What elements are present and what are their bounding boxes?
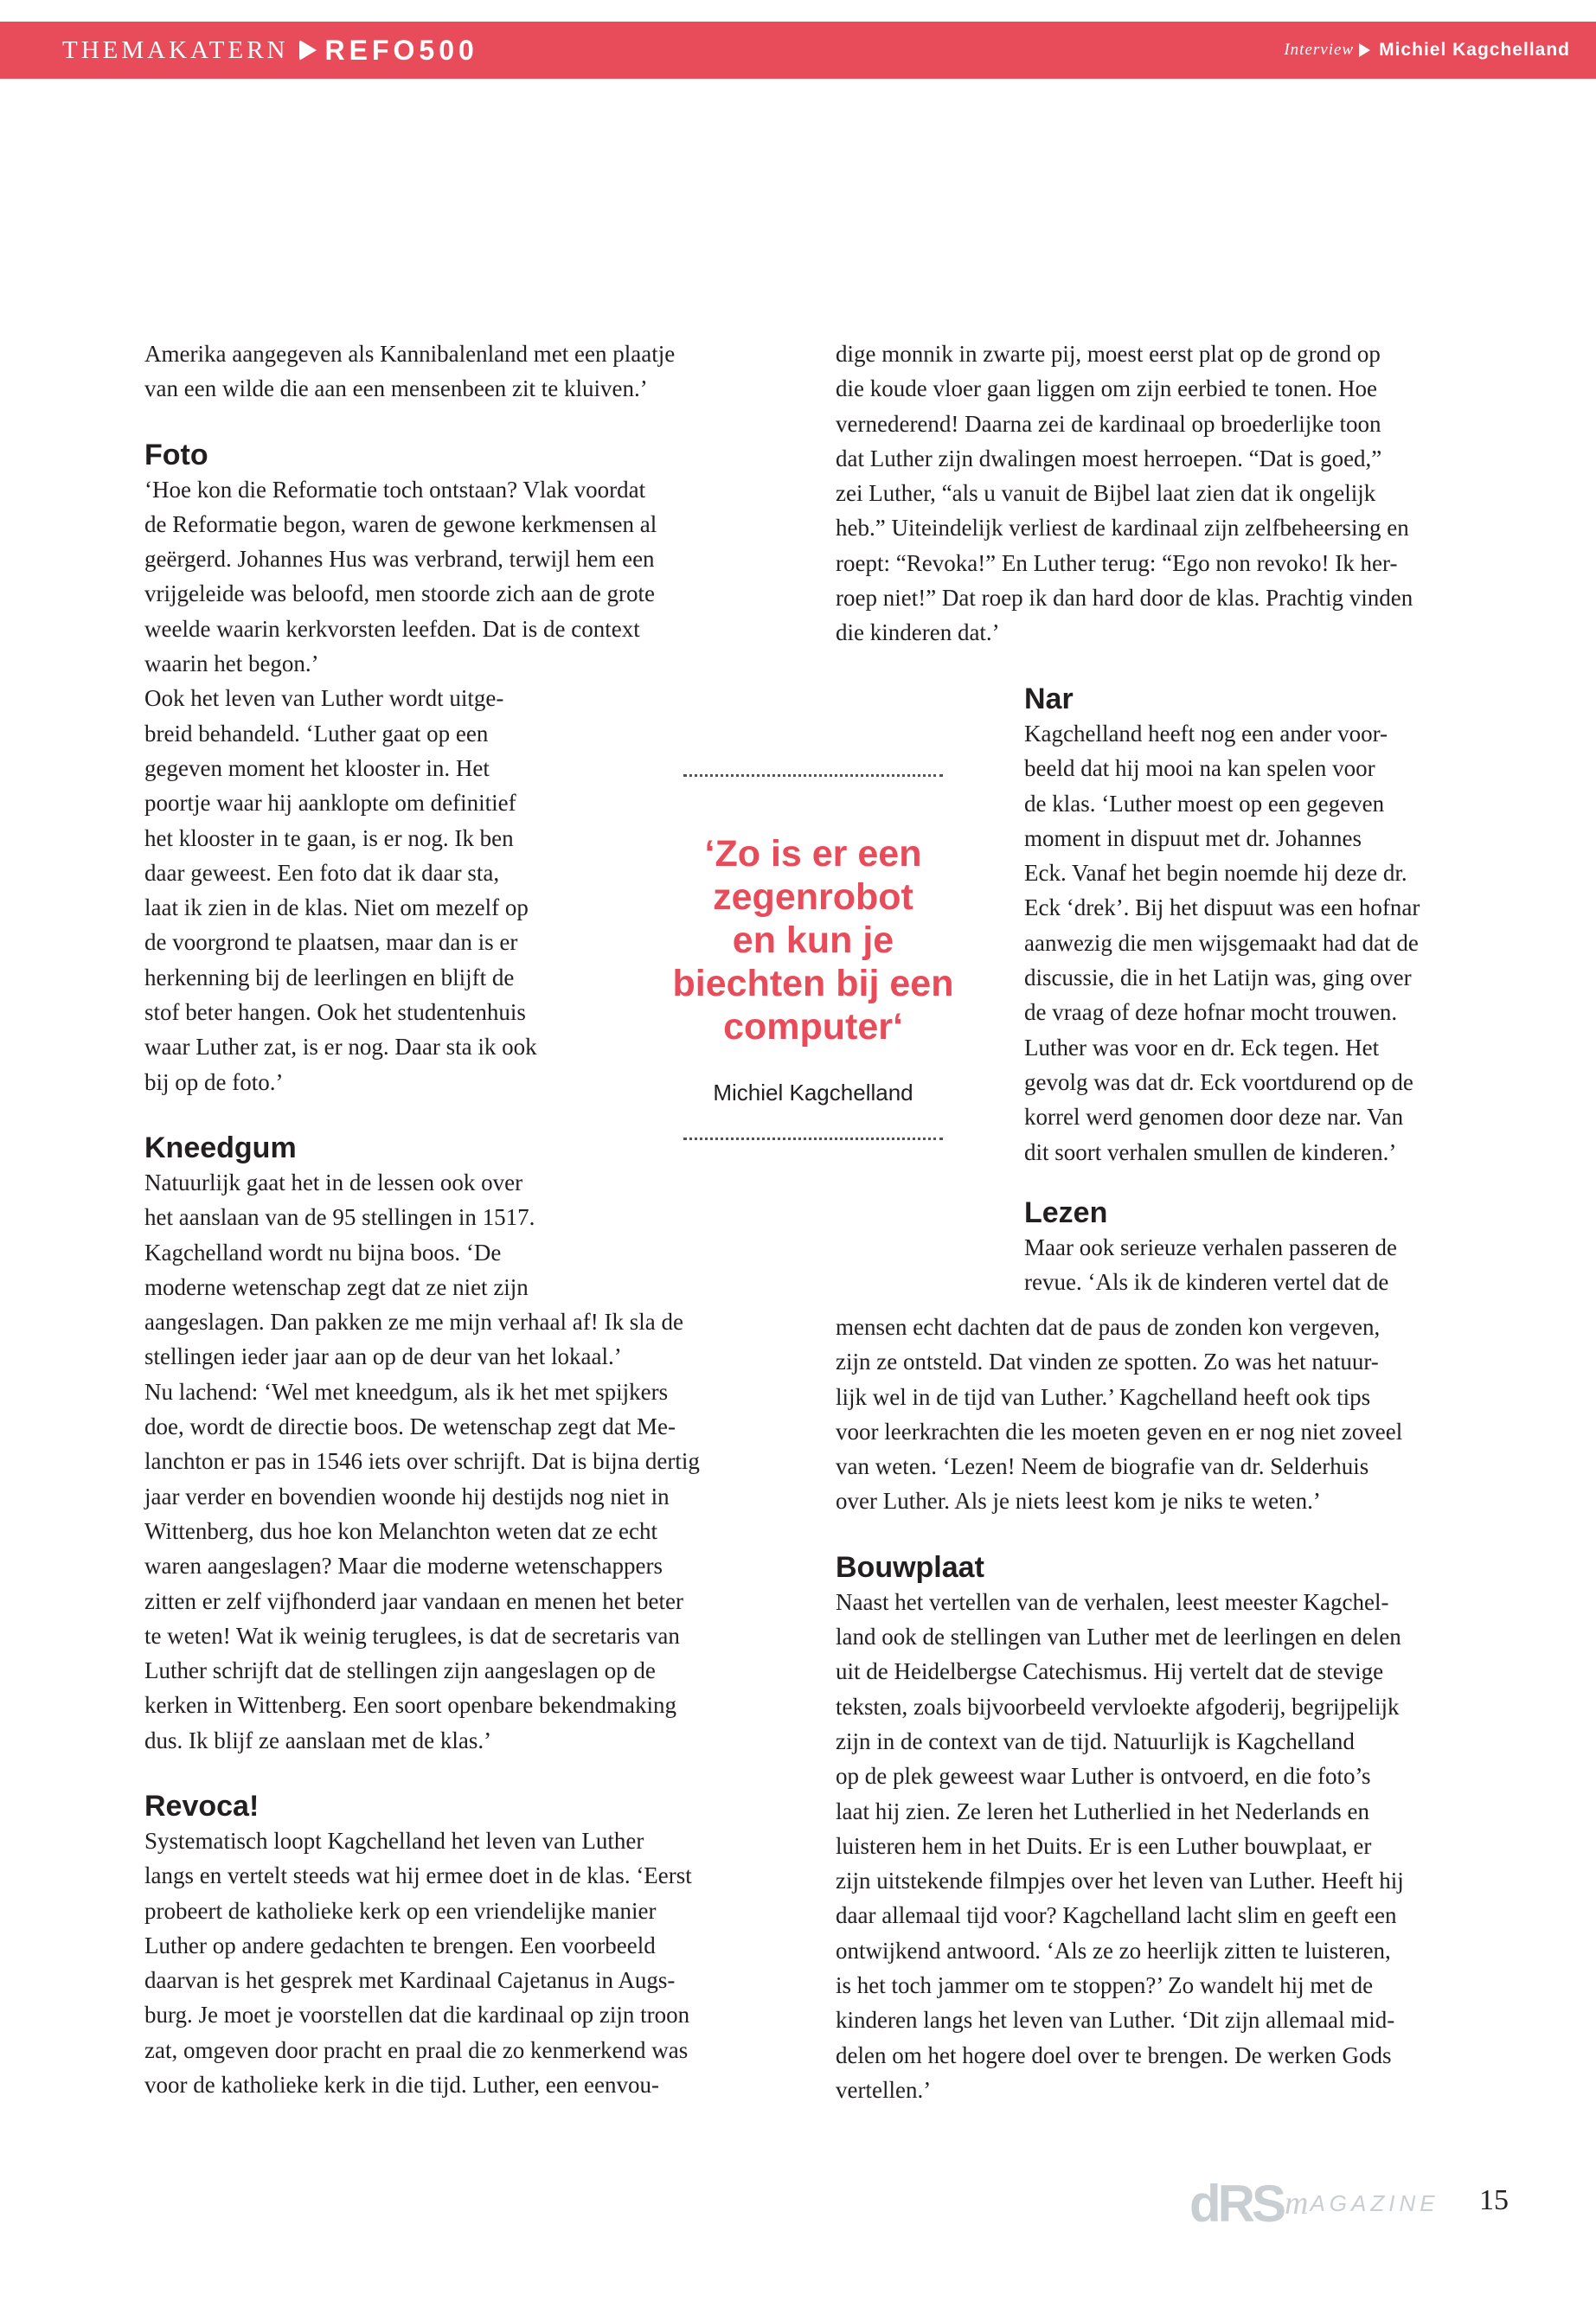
logo-script: m <box>1285 2185 1309 2221</box>
right-column-narrow <box>1024 682 1543 1299</box>
right-column-bottom <box>836 1310 1528 2107</box>
foto-paragraph-2: Ook het leven van Luther wordt uitge- breid behandeld. ‘Luther gaat op een gegeven moment het klooster in. Het poortje waar hij aanklopte om definitief het klooster in te gaan, is er nog. Ik ben daar geweest. Een foto dat ik daar sta, laat ik zien in de klas. Niet om mezelf op de voorgrond te plaatsen, maar dan is er herkenning bij de leerlingen en blijft de stof beter hangen. Ook het studentenhuis waar Luther zat, is er nog. Daar sta ik ook bij op de foto.’ <box>144 685 537 1095</box>
page-header-bar <box>0 22 1596 79</box>
revoca-continuation: dige monnik in zwarte pij, moest eerst plat op de grond op die koude vloer gaan liggen om zijn eerbied te tonen. Hoe vernederend! Daarna zei de kardinaal op broederlijke toon dat Luther zijn dwalingen moest herroepen. “Dat is goed,” zei Luther, “als u vanuit de Bijbel laat zien dat ik ongelijk heb.” Uiteindelijk verliest de kardinaal zijn zelfbeheersing en roept: “Revoka!” En Luther terug: “Ego non revoko! Ik her- roep niet!” Dat roep ik dan hard door de klas. Prachtig vinden die kinderen dat.’ <box>836 341 1413 646</box>
logo-word: AGAZINE <box>1310 2189 1439 2216</box>
kneedgum-paragraph-1: Natuurlijk gaat het in de lessen ook over het aanslaan van de 95 stellingen in 1517. Kagchelland wordt nu bijna boos. ‘De moderne wetenschap zegt dat ze niet zijn aangeslagen. Dan pakken ze me mijn verhaal af! Ik sla de stellingen ieder jaar aan op de deur van het lokaal.’ <box>144 1169 683 1370</box>
left-column <box>144 336 802 2102</box>
play-arrow-small-icon <box>1359 43 1370 57</box>
pull-quote-author: Michiel Kagchelland <box>713 1080 913 1106</box>
play-arrow-icon <box>299 40 317 61</box>
kneedgum-paragraph-2: Nu lachend: ‘Wel met kneedgum, als ik het met spijkers doe, wordt de directie boos. De wetenschap zegt dat Me- lanchton er pas in 1546 iets over schrijft. Dat is bijna dertig jaar verder en bovendien woonde hij destijds nog niet in Wittenberg, dus hoe kon Melanchton weten dat ze echt waren aangeslagen? Maar die moderne wetenschappers zitten er zelf vijfhonderd jaar vandaan en menen het beter te weten! Wat ik weinig teruglees, is dat de secretaris van Luther schrijft dat de stellingen zijn aangeslagen op de kerken in Wittenberg. Een soort openbare bekendmaking dus. Ik blijf ze aanslaan met de klas.’ <box>144 1378 700 1753</box>
header-brand: REFO500 <box>324 34 478 66</box>
page-number: 15 <box>1479 2184 1509 2216</box>
drs-magazine-logo <box>1189 2173 1439 2234</box>
foto-paragraph-1: ‘Hoe kon die Reformatie toch ontstaan? Vlak voordat de Reformatie begon, waren de gewone kerkmensen al geërgerd. Johannes Hus was verbrand, terwijl hem een vrijgeleide was beloofd, men stoorde zich aan de grote weelde waarin kerkvorsten leefden. Dat is de context waarin het begon.’ <box>144 476 657 677</box>
nar-paragraph-1: Kagchelland heeft nog een ander voor- beeld dat hij mooi na kan spelen voor de klas. ‘Luther moest op een gegeven moment in dispuut met dr. Johannes Eck. Vanaf het begin noemde hij deze dr. Eck ‘drek’. Bij het dispuut was een hofnar aanwezig die men wijsgemaakt had dat de discussie, die in het Latijn was, ging over de vraag of deze hofnar mocht trouwen. Luther was voor en dr. Eck tegen. Het gevolg was dat dr. Eck voortdurend op de korrel werd genomen door deze nar. Van dit soort verhalen smullen de kinderen.’ <box>1024 721 1420 1165</box>
bouwplaat-paragraph-1: Naast het vertellen van de verhalen, leest meester Kagchel- land ook de stellingen van Luther met de leerlingen en delen uit de Heidelbergse Catechismus. Hij vertelt dat de stevige teksten, zoals bijvoorbeeld vervloekte afgoderij, begrijpelijk zijn in de context van de tijd. Natuurlijk is Kagchelland op de plek geweest waar Luther is ontvoerd, en die foto’s laat hij zien. Ze leren het Lutherlied in het Nederlands en luisteren hem in het Duits. Er is een Luther bouwplaat, er zijn uitstekende filmpjes over het leven van Luther. Heeft hij daar allemaal tijd voor? Kagchelland lacht slim en geeft een ontwijkend antwoord. ‘Als ze zo heerlijk zitten te luisteren, is het toch jammer om te stoppen?’ Zo wandelt hij met de kinderen langs het leven van Luther. ‘Dit zijn allemaal mid- delen om het hogere doel over te brengen. De werken Gods vertellen.’ <box>836 1588 1404 2103</box>
header-person: Michiel Kagchelland <box>1379 40 1570 60</box>
logo-badge: dRS <box>1189 2174 1283 2233</box>
heading-kneedgum: Kneedgum <box>144 1131 297 1164</box>
pull-quote-text: ‘Zo is er een zegenrobot en kun je biechten bij een computer‘ <box>672 833 954 1048</box>
pull-quote <box>672 774 954 1140</box>
header-article-label <box>1284 22 1570 79</box>
revoca-paragraph-1: Systematisch loopt Kagchelland het leven van Luther langs en vertelt steeds wat hij ermee doet in de klas. ‘Eerst probeert de katholieke kerk op een vriendelijke manier Luther op andere gedachten te brengen. Een voorbeeld daarvan is het gesprek met Kardinaal Cajetanus in Augs- burg. Je moet je voorstellen dat die kardinaal op zijn troon zat, omgeven door pracht en praal die zo kenmerkend was voor de katholieke kerk in die tijd. Luther, een eenvou- <box>144 1827 692 2099</box>
header-section-label <box>62 22 478 79</box>
intro-paragraph: Amerika aangegeven als Kannibalenland met een plaatje van een wilde die aan een mensenbeen zit te kluiven.’ <box>144 341 676 402</box>
heading-lezen: Lezen <box>1024 1195 1108 1229</box>
heading-revoca: Revoca! <box>144 1789 260 1823</box>
heading-nar: Nar <box>1024 683 1074 715</box>
lezen-paragraph-1: Maar ook serieuze verhalen passeren de revue. ‘Als ik de kinderen vertel dat de <box>1024 1234 1398 1296</box>
heading-bouwplaat: Bouwplaat <box>836 1550 984 1584</box>
right-column-top <box>836 336 1528 651</box>
lezen-paragraph-2: mensen echt dachten dat de paus de zonden kon vergeven, zijn ze ontsteld. Dat vinden ze spotten. Zo was het natuur- lijk wel in de tijd van Luther.’ Kagchelland heeft ook tips voor leerkrachten die les moeten geven en er nog niet zoveel van weten. ‘Lezen! Neem de biografie van dr. Selderhuis over Luther. Als je niets leest kom je niks te weten.’ <box>836 1314 1403 1515</box>
header-kicker: Interview <box>1284 41 1355 59</box>
heading-foto: Foto <box>144 438 208 471</box>
header-section: THEMAKATERN <box>62 35 289 64</box>
